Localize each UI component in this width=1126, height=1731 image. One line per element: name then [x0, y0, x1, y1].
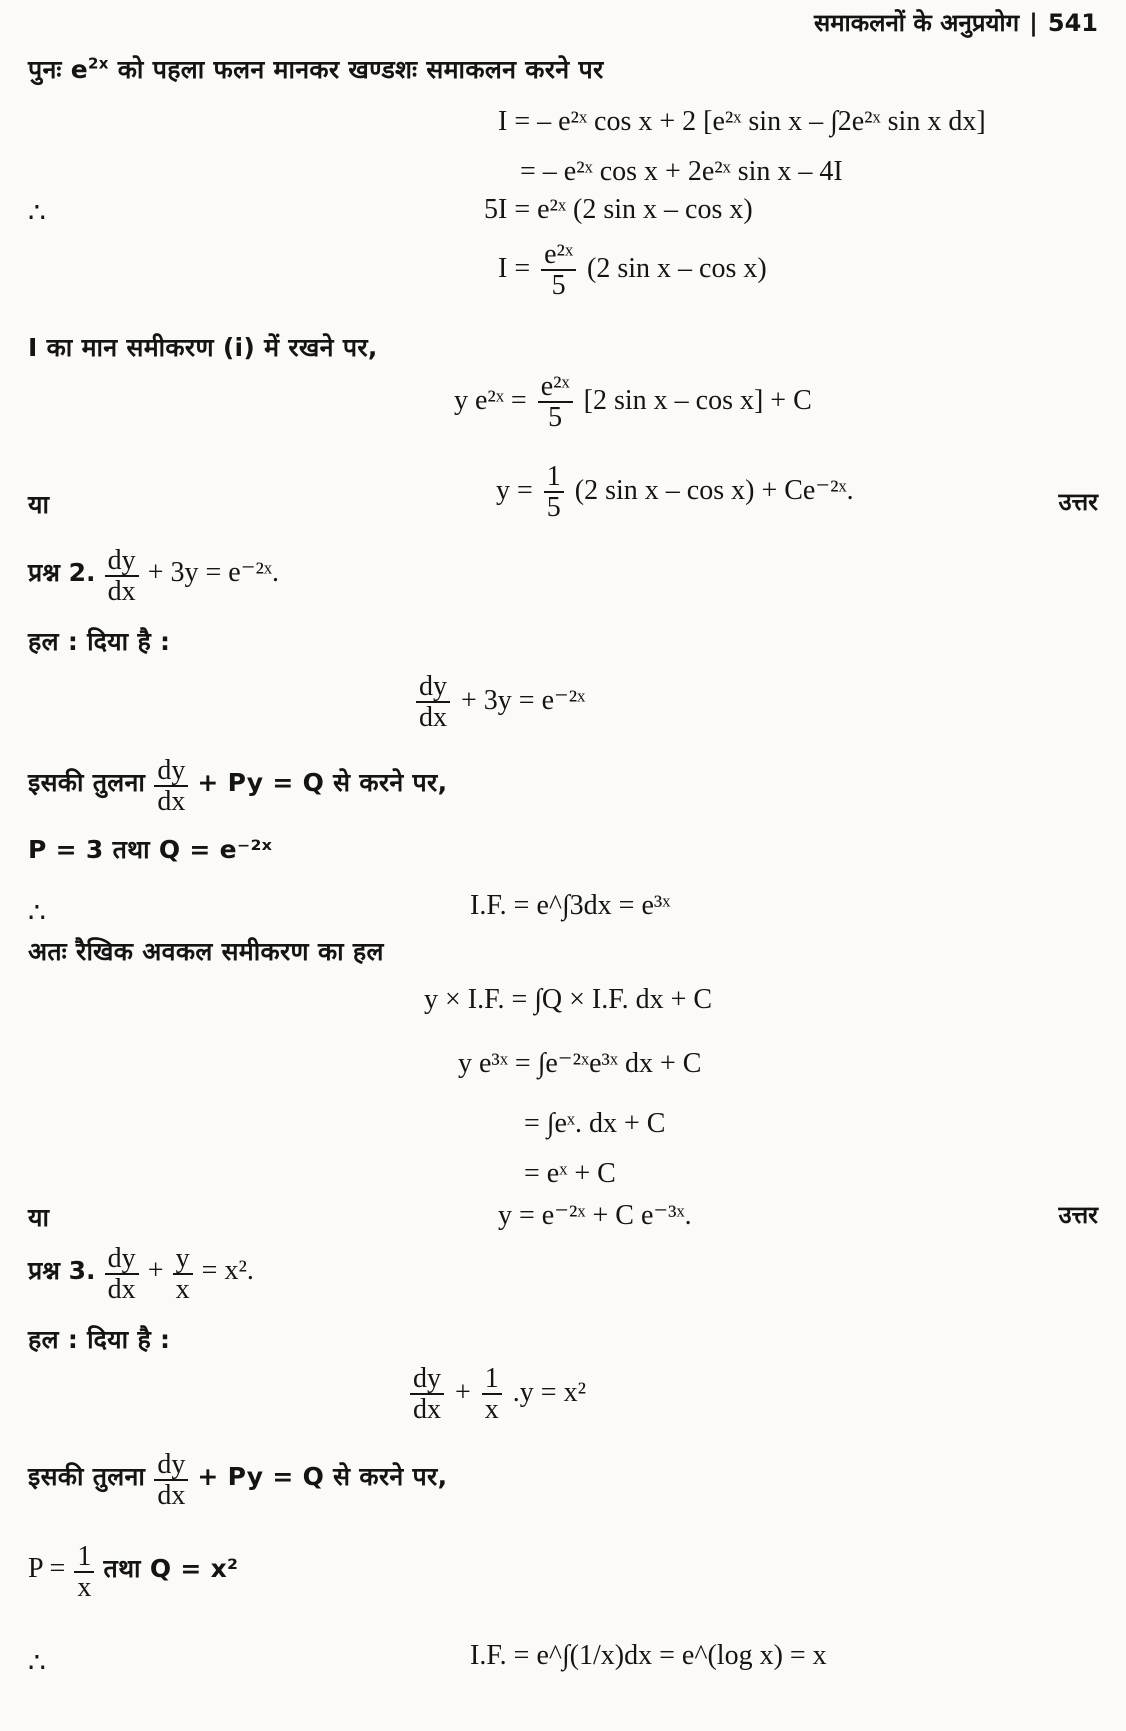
solution-2-label: हल : दिया है : [28, 627, 171, 656]
q3-rest: = x². [201, 1254, 254, 1286]
page-header [814, 6, 1098, 39]
eq6-lhs: y = [496, 474, 533, 506]
q2-eq-den: dx [419, 702, 447, 734]
eq4-num: e²ˣ [541, 240, 576, 271]
eq4-fraction [541, 240, 576, 301]
equation-6 [496, 462, 854, 523]
solution-eq-3: = ∫eˣ. dx + C [524, 1108, 666, 1139]
answer-label-2: उत्तर [1058, 1201, 1098, 1229]
eq4-den: 5 [551, 270, 566, 302]
equation-5 [454, 372, 812, 433]
pq3-fraction [74, 1542, 94, 1603]
compare3-fraction [154, 1450, 188, 1511]
q2-den: dx [107, 576, 136, 608]
answer-label-1: उत्तर [1058, 488, 1098, 516]
compare-line-2 [28, 756, 447, 817]
eq6-den: 5 [546, 492, 561, 524]
equation-1: I = – e²ˣ cos x + 2 [e²ˣ sin x – ∫2e²ˣ sin x dx] [498, 106, 986, 137]
pq-line-2: P = 3 तथा Q = e⁻²ˣ [28, 835, 273, 864]
q3-eq-fraction-2 [482, 1364, 502, 1425]
q2-eq-rest: + 3y = e⁻²ˣ [461, 684, 586, 716]
equation-2: = – e²ˣ cos x + 2e²ˣ sin x – 4I [520, 156, 843, 187]
ya-2: या [28, 1203, 50, 1232]
q3-num1: dy [105, 1244, 139, 1275]
intro-line [28, 52, 603, 86]
therefore-symbol-3: ∴ [28, 1646, 46, 1679]
solution-eq-5: y = e⁻²ˣ + C e⁻³ˣ. [498, 1200, 692, 1231]
q3-eq-den1: dx [413, 1394, 441, 1426]
q3-equation [406, 1364, 586, 1425]
compare3-a: इसकी तुलना [28, 1461, 146, 1491]
eq5-den: 5 [548, 402, 563, 434]
q2-eq-fraction [416, 672, 450, 733]
question-3 [28, 1244, 254, 1305]
eq5-lhs: y e²ˣ = [454, 384, 527, 416]
solution-eq-1: y × I.F. = ∫Q × I.F. dx + C [424, 984, 713, 1015]
q3-eq-plus: + [455, 1376, 471, 1408]
q2-equation [412, 672, 585, 733]
compare2-den: dx [157, 786, 186, 818]
page-number: 541 [1047, 9, 1098, 37]
pq3-num: 1 [74, 1542, 94, 1573]
compare2-num: dy [154, 756, 188, 787]
pq-line-3 [28, 1542, 238, 1603]
q3-plus: + [147, 1254, 164, 1286]
pq3-den: x [77, 1572, 92, 1604]
pq3-a: P = [28, 1552, 66, 1584]
compare3-num: dy [154, 1450, 188, 1481]
q3-eq-den2: x [484, 1394, 499, 1426]
eq6-rest: (2 sin x – cos x) + Ce⁻²ˣ. [574, 474, 854, 506]
intro-rest: को पहला फलन मानकर खण्डशः समाकलन करने पर [117, 55, 604, 84]
solution-eq-2: y e³ˣ = ∫e⁻²ˣe³ˣ dx + C [458, 1048, 702, 1079]
q3-fraction-2 [173, 1244, 193, 1305]
q2-num: dy [105, 546, 139, 577]
compare-line-3 [28, 1450, 447, 1511]
q3-eq-num2: 1 [482, 1364, 502, 1395]
eq5-rest: [2 sin x – cos x] + C [583, 384, 812, 416]
q2-rest: + 3y = e⁻²ˣ. [147, 556, 279, 588]
linear-solution-text: अतः रैखिक अवकल समीकरण का हल [28, 937, 384, 966]
compare2-fraction [154, 756, 188, 817]
q3-num2: y [173, 1244, 193, 1275]
q2-fraction [105, 546, 139, 607]
q3-label: प्रश्न 3. [28, 1255, 96, 1285]
q3-eq-rest: .y = x² [512, 1376, 586, 1408]
intro-text: पुनः e [28, 55, 88, 84]
eq5-fraction [538, 372, 573, 433]
equation-4 [498, 240, 767, 301]
intro-sup: 2x [87, 54, 109, 73]
question-2 [28, 546, 279, 607]
solution-3-label: हल : दिया है : [28, 1325, 171, 1354]
q3-den2: x [175, 1274, 190, 1306]
substitution-text: I का मान समीकरण (i) में रखने पर, [28, 333, 378, 362]
q3-den1: dx [107, 1274, 136, 1306]
therefore-symbol-2: ∴ [28, 896, 46, 929]
ya-1: या [28, 490, 50, 519]
integrating-factor-3: I.F. = e^∫(1/x)dx = e^(log x) = x [470, 1640, 827, 1671]
q3-fraction-1 [105, 1244, 139, 1305]
q2-eq-num: dy [416, 672, 450, 703]
compare2-b: + Py = Q से करने पर, [197, 767, 448, 797]
pq3-b: तथा Q = x² [103, 1553, 239, 1583]
equation-3: 5I = e²ˣ (2 sin x – cos x) [484, 194, 753, 225]
q3-eq-num1: dy [410, 1364, 444, 1395]
compare3-b: + Py = Q से करने पर, [197, 1461, 448, 1491]
integrating-factor-2: I.F. = e^∫3dx = e³ˣ [470, 890, 671, 921]
eq4-lhs: I = [498, 252, 531, 284]
therefore-symbol: ∴ [28, 196, 46, 229]
eq6-fraction [544, 462, 564, 523]
eq6-num: 1 [544, 462, 564, 493]
chapter-title: समाकलनों के अनुप्रयोग [813, 9, 1020, 37]
solution-eq-4: = eˣ + C [524, 1158, 616, 1189]
eq5-num: e²ˣ [538, 372, 573, 403]
eq4-rest: (2 sin x – cos x) [587, 252, 767, 284]
q2-label: प्रश्न 2. [28, 557, 96, 587]
q3-eq-fraction-1 [410, 1364, 444, 1425]
compare3-den: dx [157, 1480, 186, 1512]
compare2-a: इसकी तुलना [28, 767, 146, 797]
header-separator: | [1029, 9, 1038, 37]
